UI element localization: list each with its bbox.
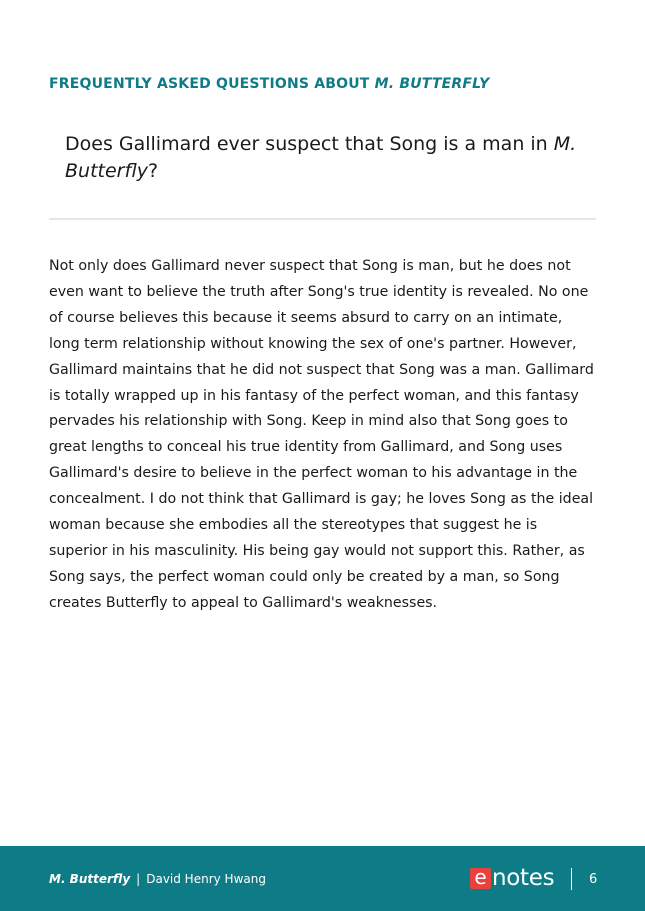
footer-book-title: M. Butterfly [49,872,131,886]
question-suffix: ? [148,160,159,182]
footer [0,846,645,911]
enotes-logo-e-icon: e [470,868,491,889]
question-title: M. Butterfly [65,133,577,182]
section-label-prefix: FREQUENTLY ASKED QUESTIONS ABOUT [49,76,375,92]
section-label-title: M. BUTTERFLY [374,76,490,92]
answer-text: Not only does Gallimard never suspect that Song is man, but he does not even want to believe the truth after Song's true identity is revealed. No one of course believes this because it seems absurd to carry on an intimate, long term relationship without knowing the sex of one's partner. However, Gallimard maintains that he did not suspect that Song was a man. Gallimard is totally wrapped up in his fantasy of the perfect woman, and this fantasy pervades his relationship with Song. Keep in mind also that Song goes to great lengths to conceal his true identity from Gallimard, and Song uses Gallimard's desire to believe in the perfect woman to his advantage in the concealment. I do not think that Gallimard is gay; he loves Song as the ideal woman because she embodies all the stereotypes that suggest he is superior in his masculinity. His being gay would not support this. Rather, as Song says, the perfect woman could only be created by a man, so Song creates Butterfly to appeal to Gallimard's weaknesses. [49,258,594,611]
footer-separator: | [136,872,141,886]
enotes-logo-text: notes [492,865,555,891]
question-heading [65,131,595,185]
question-text: Does Gallimard ever suspect that Song is a man in [65,133,554,155]
section-label [49,76,489,92]
page-number: 6 [589,872,598,887]
footer-author: David Henry Hwang [146,872,266,886]
footer-divider [571,868,572,890]
enotes-logo [470,866,554,890]
divider [49,218,596,220]
footer-citation [49,872,266,886]
